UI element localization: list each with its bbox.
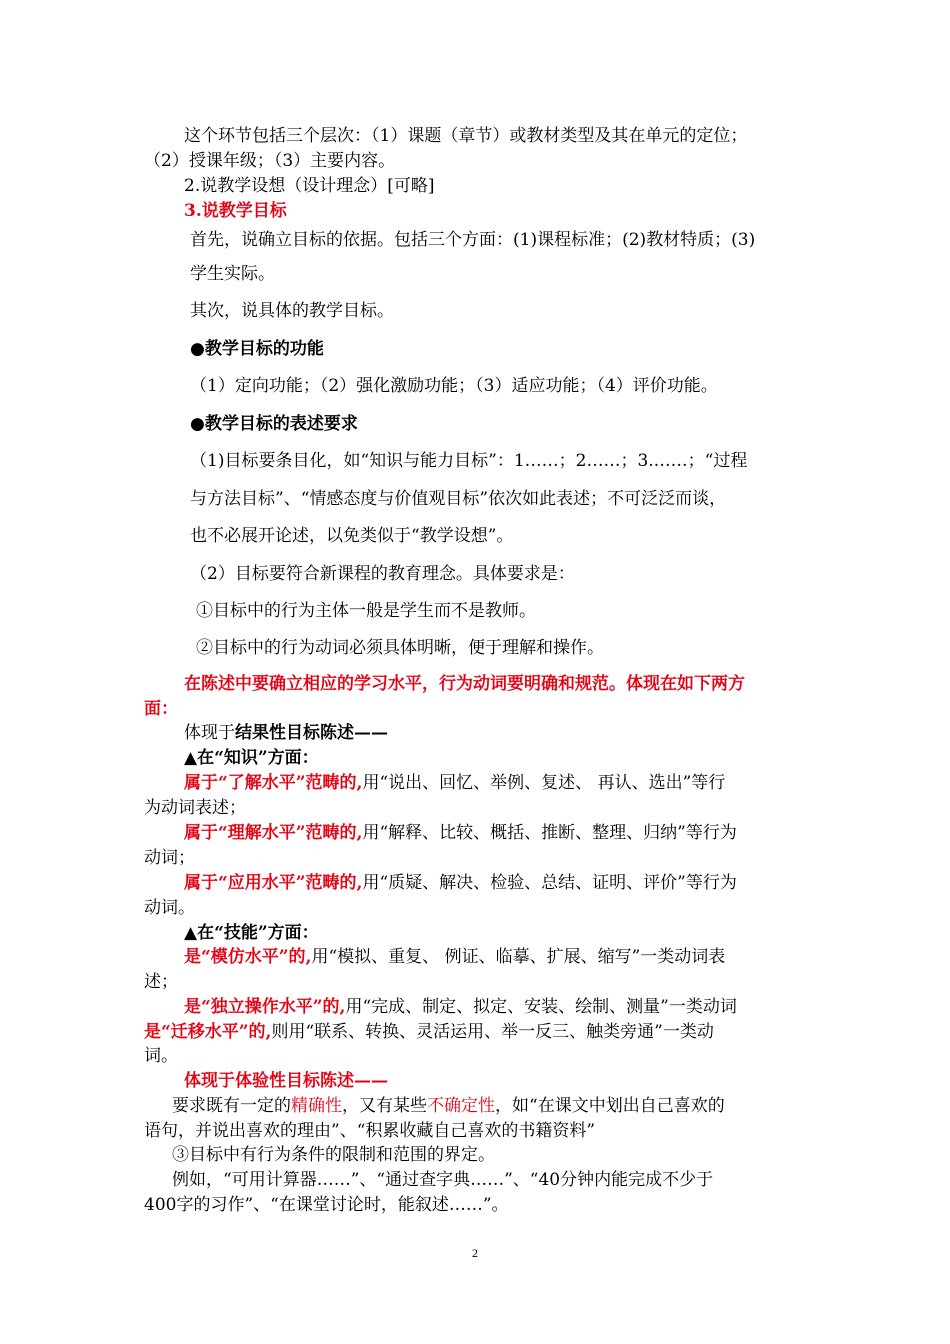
paragraph-line: 述； — [144, 972, 178, 992]
page-number: 2 — [472, 1246, 478, 1260]
subheading-result-goals — [184, 721, 388, 745]
paragraph-line: 动词。 — [144, 898, 195, 918]
subheading-experience-goals: 体现于体验性目标陈述—— — [184, 1071, 388, 1091]
subheading-prefix: 体现于 — [184, 723, 235, 743]
bullet-heading-functions: ●教学目标的功能 — [190, 339, 324, 359]
subheading-skills: ▲在“技能”方面： — [184, 923, 319, 943]
paragraph-line: 首先，说确立目标的依据。包括三个方面：(1)课程标准；(2)教材特质；(3) — [190, 230, 756, 250]
paragraph-line: 词。 — [144, 1046, 178, 1066]
level-label: 是“迁移水平”的, — [144, 1022, 272, 1042]
section-heading-2: 2.说教学设想（设计理念）[可略] — [184, 176, 435, 196]
text-run-red: 不确定性 — [427, 1096, 495, 1116]
paragraph-line: （2）目标要符合新课程的教育理念。具体要求是： — [190, 564, 575, 584]
paragraph-line: 也不必展开论述，以免类似于“教学设想”。 — [190, 526, 514, 546]
level-text: 用“模拟、重复、 例证、临摹、扩展、缩写”一类动词表 — [311, 947, 726, 967]
section-heading-3: 3.说教学目标 — [184, 201, 287, 221]
paragraph-line: 动词； — [144, 848, 195, 868]
paragraph-line: （1）定向功能；（2）强化激励功能；（3）适应功能；（4）评价功能。 — [190, 376, 718, 396]
paragraph-line: （1)目标要条目化，如“知识与能力目标”：1……；2……；3.……；“过程 — [190, 451, 748, 471]
emphasis-line: 在陈述中要确立相应的学习水平，行为动词要明确和规范。体现在如下两方 — [184, 674, 745, 694]
paragraph-line — [184, 771, 725, 795]
level-label: 是“模仿水平”的, — [184, 947, 312, 967]
text-run-red: 精确性 — [291, 1096, 342, 1116]
paragraph-line — [144, 1020, 714, 1044]
paragraph-line — [184, 821, 737, 845]
level-text: 则用“联系、转换、灵活运用、举一反三、触类旁通”一类动 — [271, 1022, 714, 1042]
text-run: ，如“在课文中划出自己喜欢的 — [495, 1096, 725, 1116]
level-text: 用“解释、比较、概括、推断、整理、归纳”等行为 — [362, 823, 737, 843]
paragraph-line: 为动词表述； — [144, 798, 246, 818]
paragraph-line: 语句，并说出喜欢的理由”、“积累收藏自己喜欢的书籍资料” — [144, 1121, 596, 1141]
level-text: 用“说出、回忆、举例、复述、 再认、选出”等行 — [362, 773, 726, 793]
paragraph-line: （2）授课年级；（3）主要内容。 — [144, 151, 396, 171]
level-label: 属于“应用水平”范畴的, — [184, 873, 363, 893]
level-label: 是“独立操作水平”的, — [184, 997, 346, 1017]
text-run: 要求既有一定的 — [172, 1096, 291, 1116]
paragraph-line: ③目标中有行为条件的限制和范围的界定。 — [172, 1145, 495, 1165]
paragraph-line: 其次，说具体的教学目标。 — [190, 301, 394, 321]
subheading-result-label: 结果性目标陈述—— — [235, 723, 388, 743]
level-label: 属于“理解水平”范畴的, — [184, 823, 363, 843]
level-label: 属于“了解水平”范畴的, — [184, 773, 363, 793]
paragraph-line — [184, 995, 737, 1019]
paragraph-line: 与方法目标”、“情感态度与价值观目标”依次如此表述；不可泛泛而谈， — [190, 489, 727, 509]
text-run: ，又有某些 — [342, 1096, 427, 1116]
emphasis-line: 面： — [144, 699, 178, 719]
paragraph-line — [172, 1094, 725, 1118]
paragraph-line: 400字的习作”、“在课堂讨论时，能叙述……”。 — [144, 1195, 509, 1215]
paragraph-line — [184, 871, 737, 895]
paragraph-line: 这个环节包括三个层次：（1）课题（章节）或教材类型及其在单元的定位； — [184, 126, 748, 146]
paragraph-line: 学生实际。 — [190, 264, 275, 284]
level-text: 用“质疑、解决、检验、总结、证明、评价”等行为 — [362, 873, 737, 893]
paragraph-line: 例如，“可用计算器……”、“通过查字典……”、“40分钟内能完成不少于 — [172, 1170, 714, 1190]
subheading-knowledge: ▲在“知识”方面： — [184, 748, 319, 768]
level-text: 用“完成、制定、拟定、安装、绘制、测量”一类动词 — [345, 997, 737, 1017]
bullet-heading-requirements: ●教学目标的表述要求 — [190, 414, 358, 434]
paragraph-line — [184, 945, 725, 969]
paragraph-line: ①目标中的行为主体一般是学生而不是教师。 — [196, 601, 536, 621]
paragraph-line: ②目标中的行为动词必须具体明晰，便于理解和操作。 — [196, 638, 604, 658]
